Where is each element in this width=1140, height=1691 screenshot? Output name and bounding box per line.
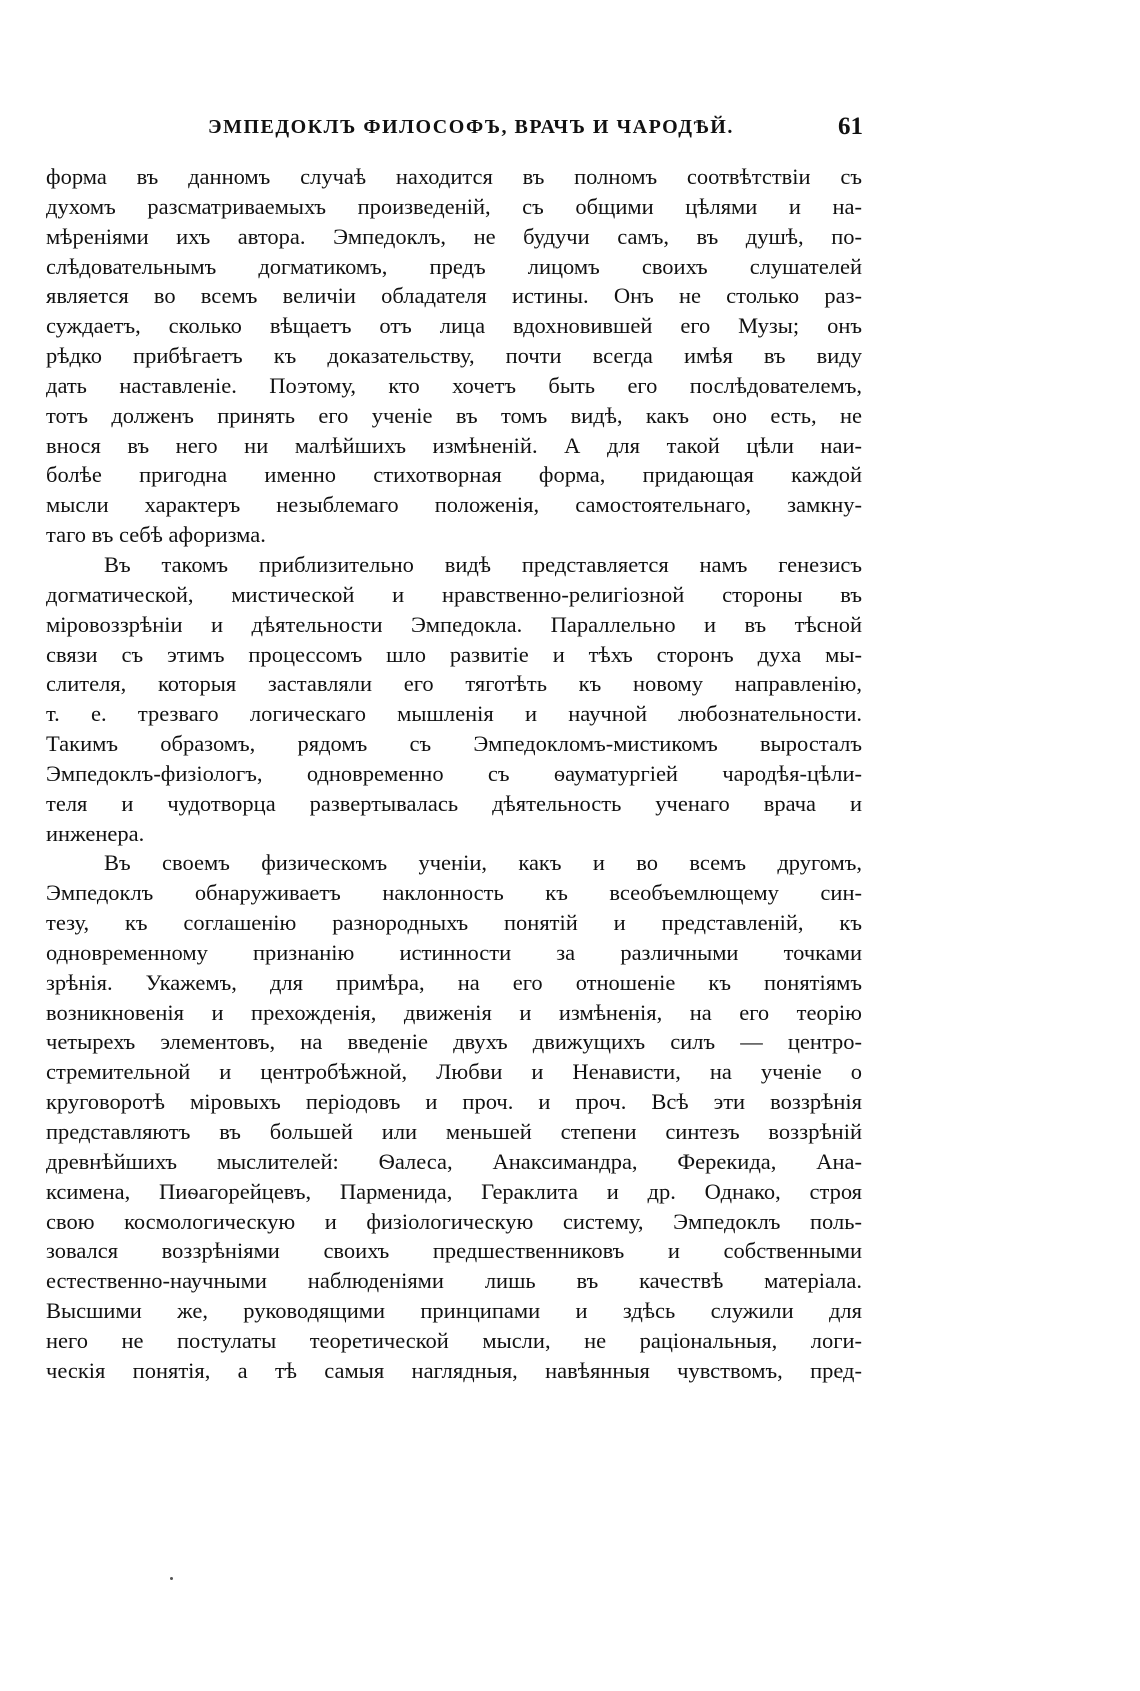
text-line: круговоротѣ міровыхъ періодовъ и проч. и проч. Всѣ эти воззрѣнія (46, 1089, 862, 1115)
paragraph (46, 848, 862, 1385)
text-line: инженера. (46, 820, 145, 846)
text-line: рѣдко прибѣгаетъ къ доказательству, почти всегда имѣя въ виду (46, 343, 862, 369)
text-line: зрѣнія. Укажемъ, для примѣра, на его отношеніе къ понятіямъ (46, 969, 862, 995)
body-text (46, 162, 862, 1386)
text-line: мысли характеръ незыблемаго положенія, самостоятельнаго, замкну- (46, 492, 862, 518)
text-line: тезу, къ соглашенію разнородныхъ понятій и представленій, къ (46, 910, 862, 936)
text-line: него не постулаты теоретической мысли, не раціональныя, логи- (46, 1327, 862, 1353)
text-line: духомъ разсматриваемыхъ произведеній, съ общими цѣлями и на- (46, 193, 862, 219)
running-head (0, 113, 1140, 156)
text-line: слителя, которыя заставляли его тяготѣть къ новому направленію, (46, 671, 862, 697)
running-title: ЭМПЕДОКЛЪ ФИЛОСОФЪ, ВРАЧЪ И ЧАРОДѢЙ. (208, 116, 734, 138)
paragraph (46, 162, 862, 550)
text-line: таго въ себѣ афоризма. (46, 522, 266, 548)
text-line: четырехъ элементовъ, на введеніе двухъ движущихъ силъ — центро- (46, 1029, 862, 1055)
text-line: свою космологическую и физіологическую систему, Эмпедоклъ поль- (46, 1208, 862, 1234)
text-line: возникновенія и прехожденія, движенія и измѣненія, на его теорію (46, 999, 862, 1025)
text-line: одновременному признанію истинности за различными точками (46, 939, 862, 965)
text-line: міровоззрѣніи и дѣятельности Эмпедокла. Параллельно и въ тѣсной (46, 611, 862, 637)
text-line: суждаетъ, сколько вѣщаетъ отъ лица вдохновившей его Музы; онъ (46, 313, 862, 339)
text-line: мѣреніями ихъ автора. Эмпедоклъ, не будучи самъ, въ душѣ, по- (46, 223, 862, 249)
text-line: ческія понятія, а тѣ самыя наглядныя, навѣянныя чувствомъ, пред- (46, 1357, 862, 1383)
text-line: теля и чудотворца развертывалась дѣятельность ученаго врача и (46, 790, 862, 816)
text-line: болѣе пригодна именно стихотворная форма, придающая каждой (46, 462, 862, 488)
paper-speck (170, 1577, 173, 1580)
text-line: Въ такомъ приблизительно видѣ представляется намъ генезисъ (104, 551, 862, 577)
text-line: внося въ него ни малѣйшихъ измѣненій. А для такой цѣли наи- (46, 432, 862, 458)
text-line: связи съ этимъ процессомъ шло развитіе и тѣхъ сторонъ духа мы- (46, 641, 862, 667)
text-line: форма въ данномъ случаѣ находится въ полномъ соотвѣтствіи съ (46, 164, 862, 189)
text-line: Эмпедоклъ-физіологъ, одновременно съ ѳауматургіей чародѣя-цѣли- (46, 760, 862, 786)
paragraph (46, 550, 862, 848)
text-line: ксимена, Пиѳагорейцевъ, Парменида, Гераклита и др. Однако, строя (46, 1178, 862, 1204)
text-line: естественно-научными наблюденіями лишь въ качествѣ матеріала. (46, 1268, 862, 1294)
text-line: слѣдовательнымъ догматикомъ, предъ лицомъ своихъ слушателей (46, 253, 862, 279)
page-number: 61 (838, 113, 863, 140)
text-line: Такимъ образомъ, рядомъ съ Эмпедокломъ-мистикомъ выросталъ (46, 731, 862, 757)
text-line: древнѣйшихъ мыслителей: Ѳалеса, Анаксимандра, Ферекида, Ана- (46, 1148, 862, 1174)
text-line: представляютъ въ большей или меньшей степени синтезъ воззрѣній (46, 1119, 862, 1144)
text-line: тотъ долженъ принять его ученіе въ томъ видѣ, какъ оно есть, не (46, 402, 862, 428)
text-line: дать наставленіе. Поэтому, кто хочетъ быть его послѣдователемъ, (46, 372, 862, 398)
text-line: догматической, мистической и нравственно-религіозной стороны въ (46, 581, 862, 607)
text-line: т. е. трезваго логическаго мышленія и научной любознательности. (46, 701, 862, 727)
text-line: Высшими же, руководящими принципами и здѣсь служили для (46, 1298, 862, 1324)
text-line: зовался воззрѣніями своихъ предшественниковъ и собственными (46, 1238, 862, 1264)
text-line: Эмпедоклъ обнаруживаетъ наклонность къ всеобъемлющему син- (46, 880, 862, 906)
text-line: является во всемъ величіи обладателя истины. Онъ не столько раз- (46, 283, 862, 309)
text-line: стремительной и центробѣжной, Любви и Ненависти, на ученіе о (46, 1059, 862, 1085)
text-line: Въ своемъ физическомъ ученіи, какъ и во всемъ другомъ, (104, 850, 862, 876)
